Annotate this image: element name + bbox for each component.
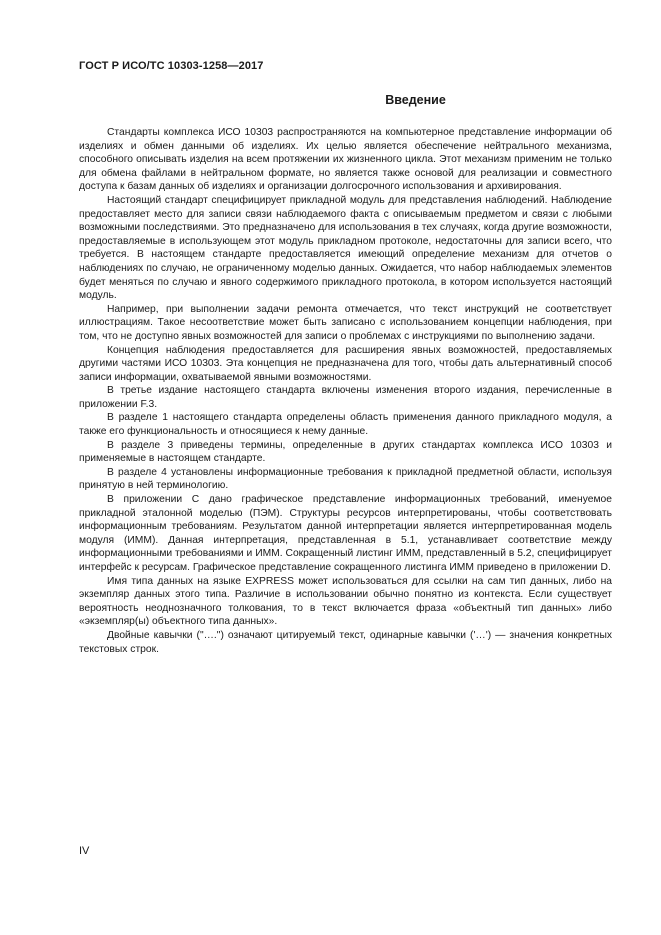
paragraph: Имя типа данных на языке EXPRESS может использоваться для ссылки на сам тип данных, либо на экземпляр данных этого типа. Различие в использовании обычно понятно из контекста. Если существует вероятность неоднозначного толкования, то в текст включается фраза «объектный тип данных» либо «экземпляр(ы) объектного типа данных».	[79, 575, 612, 628]
page-number: IV	[79, 845, 90, 857]
section-title: Введение	[385, 93, 446, 107]
paragraph: В разделе 3 приведены термины, определенные в других стандартах комплекса ИСО 10303 и применяемые в настоящем стандарте.	[79, 439, 612, 465]
paragraph: Например, при выполнении задачи ремонта отмечается, что текст инструкций не соответствует иллюстрациям. Такое несоответствие может быть записано с использованием концепции наблюдения, при том, что не доступно явных возможностей для записи о проблемах с инструкциями по выполнению задачи.	[79, 303, 612, 342]
paragraph: Стандарты комплекса ИСО 10303 распространяются на компьютерное представление информации об изделиях и обмен данными об изделиях. Их целью является обеспечение нейтрального механизма, способного описывать изделия на всем протяжении их жизненного цикла. Этот механизм применим не только для обмена файлами в нейтральном формате, но является также основой для реализации и совместного доступа к базам данных об изделиях и организации долгосрочного использования и архивирования.	[79, 127, 612, 193]
paragraph: В разделе 4 установлены информационные требования к прикладной предметной области, используя принятую в ней терминологию.	[79, 466, 612, 492]
paragraph: Концепция наблюдения предоставляется для расширения явных возможностей, предоставляемых другими частями ИСО 10303. Эта концепция не предназначена для того, чтобы дать альтернативный способ записи информации, охватываемой явными возможностями.	[79, 344, 612, 383]
body-text	[79, 126, 612, 656]
document-header: ГОСТ Р ИСО/ТС 10303-1258—2017	[79, 60, 264, 72]
paragraph: Двойные кавычки ("….") означают цитируемый текст, одинарные кавычки ('…') — значения конкретных текстовых строк.	[79, 629, 612, 655]
paragraph: Настоящий стандарт специфицирует прикладной модуль для представления наблюдений. Наблюдение предоставляет место для записи связи наблюдаемого факта с описываемым предметом и связи с любыми возможными последствиями. Это предназначено для использования в тех случаях, когда другие возможности, предоставляемые в использующем этот модуль прикладном протоколе, недостаточны для записи всего, что требуется. В настоящем стандарте предоставляется имеющий определение механизм для отчетов о наблюдениях по случаю, не ограниченному моделью данных. Ожидается, что набор наблюдаемых элементов будет меняться по случаю и явного содержимого прикладного протокола, в котором используется настоящий модуль.	[79, 194, 612, 302]
paragraph: В приложении С дано графическое представление информационных требований, именуемое прикладной эталонной моделью (ПЭМ). Структуры ресурсов интерпретированы, чтобы соответствовать информационным требованиям. Результатом данной интерпретации является интерпретированная модель модуля (ИММ). Данная интерпретация, представленная в 5.1, устанавливает соответствие между информационными требованиями и ИММ. Сокращенный листинг ИММ, представленный в 5.2, специфицирует интерфейс к ресурсам. Графическое представление сокращенного листинга ИММ приведено в приложении D.	[79, 494, 612, 573]
paragraph: В разделе 1 настоящего стандарта определены область применения данного прикладного модуля, а также его функциональность и относящиеся к нему данные.	[79, 412, 612, 438]
paragraph: В третье издание настоящего стандарта включены изменения второго издания, перечисленные в приложении F.3.	[79, 385, 612, 410]
